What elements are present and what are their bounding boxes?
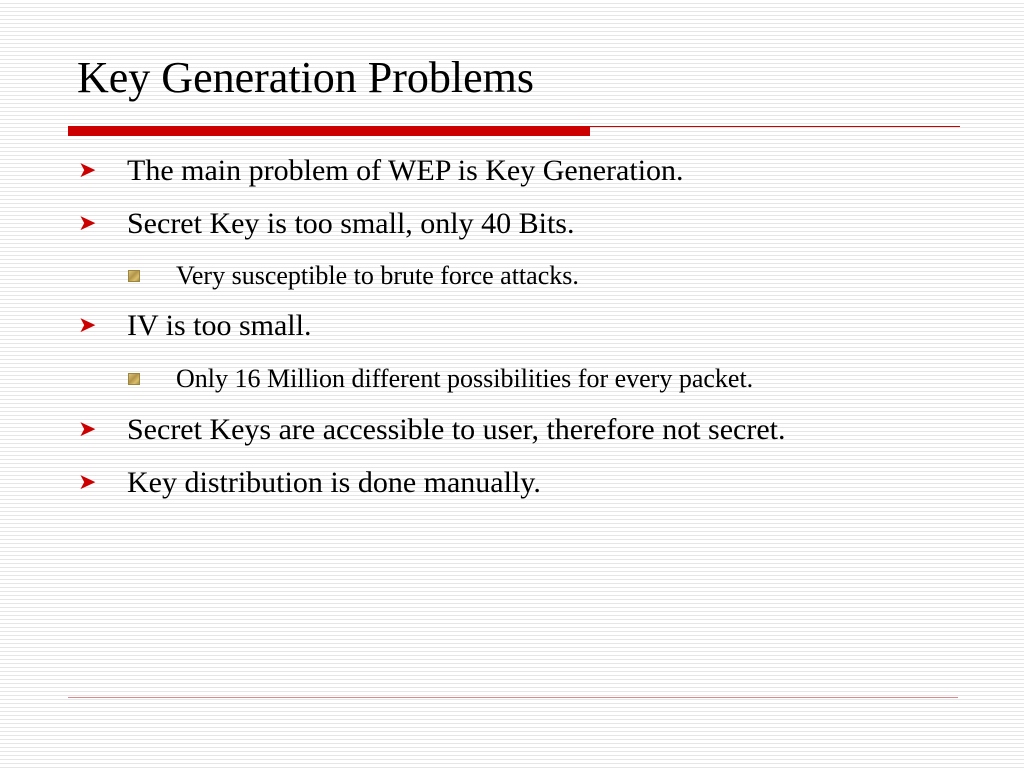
sub-bullet-text: Very susceptible to brute force attacks. [176, 261, 579, 290]
arrow-bullet-icon: ➤ [78, 158, 97, 183]
bullet-text: IV is too small. [127, 309, 312, 342]
bullet-text: Secret Keys are accessible to user, therefore not secret. [127, 413, 786, 446]
arrow-bullet-icon: ➤ [78, 417, 97, 442]
footer-divider [68, 697, 958, 698]
square-bullet-icon [128, 373, 140, 385]
arrow-bullet-icon: ➤ [78, 211, 97, 236]
bullet-text: The main problem of WEP is Key Generation. [127, 154, 684, 187]
bullet-text: Key distribution is done manually. [127, 466, 541, 499]
slide-title: Key Generation Problems [77, 53, 534, 102]
square-bullet-icon [128, 270, 140, 282]
arrow-bullet-icon: ➤ [78, 470, 97, 495]
bullet-text: Secret Key is too small, only 40 Bits. [127, 207, 575, 240]
arrow-bullet-icon: ➤ [78, 313, 97, 338]
sub-bullet-text: Only 16 Million different possibilities for every packet. [176, 364, 754, 393]
